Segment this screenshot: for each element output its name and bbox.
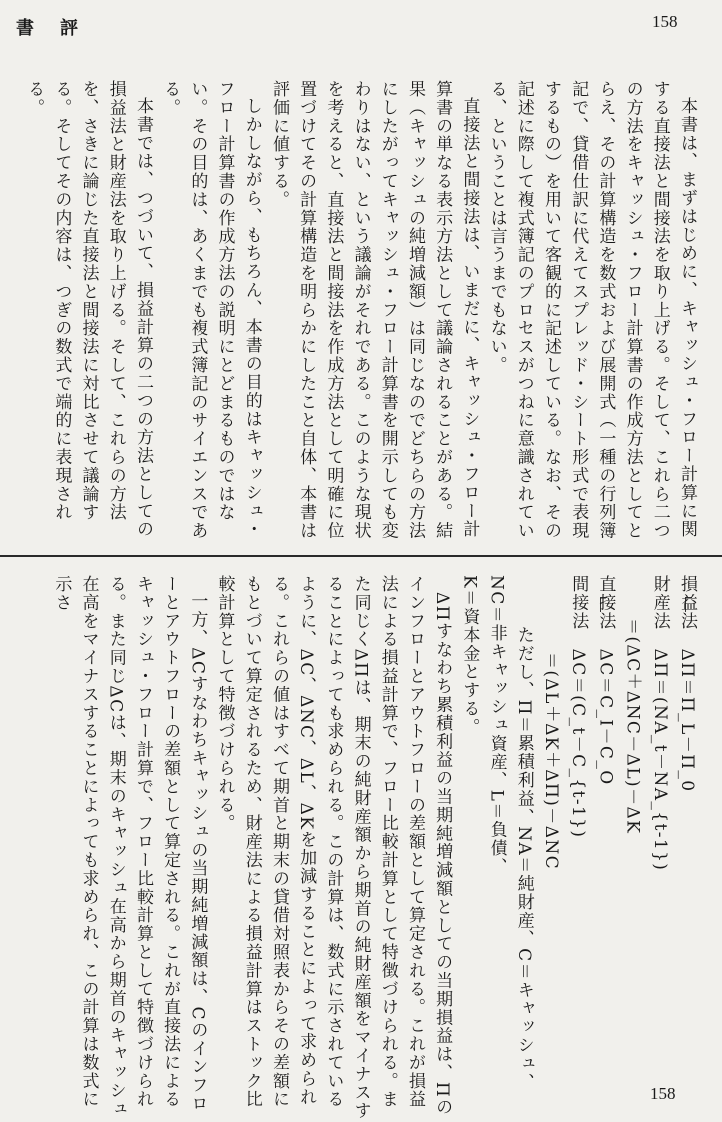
- formula-label: 損益法: [677, 575, 697, 631]
- formula-expression: ΔΠ＝Π_L－Π_0: [677, 648, 697, 793]
- review-body-top: [24, 80, 700, 546]
- formula-label: 財産法: [649, 575, 670, 631]
- formula-profit-method: [673, 575, 700, 1122]
- section-title: 書評: [16, 18, 104, 39]
- definitions-line: ただし、Π＝累積利益、NA＝純財産、C＝キャッシュ、NC＝非キャッシュ資産、L＝負債、: [486, 575, 534, 1092]
- page-number-bottom: 158: [650, 1084, 676, 1103]
- formula-label: 間接法: [568, 575, 589, 631]
- formula-label: 直接法: [595, 575, 616, 631]
- formula-indirect-method: [564, 575, 591, 1122]
- definitions-line: K＝資本金とする。: [459, 575, 480, 737]
- section-divider: [0, 555, 722, 557]
- paragraph: ΔΠすなわち累積利益の当期純増減額としての当期損益は、Πのインフローとアウトフローの差額として算定される。これが損益法による損益計算で、フロー比較計算として特徴づけられる。また同じくΔΠは、期末の純財産額から期首の純財産額をマイナスすることによっても求められる。この計算は、数式に示されているように、ΔC、ΔNC、ΔL、ΔKを加減することによって求められる。これらの値はすべて期首と期末の貸借対照表からその差額にもとづいて算定されるため、財産法による損益計算はストック比較計算として特徴づけられる。: [214, 575, 453, 1121]
- paragraph: 一方、ΔCすなわちキャッシュの当期純増減額は、Cのインフローとアウトフローの差額として算定される。これが直接法によるキャッシュ・フロー計算で、フロー比較計算として特徴づけられる。また同じΔCは、期末のキャッシュ在高から期首のキャッシュ在高をマイナスすることによっても求められ、この計算は数式に示さ: [51, 575, 208, 1119]
- formula-expression: ΔC＝(C_t－C_{t-1}): [568, 648, 589, 839]
- formula-expression: ＝(ΔL＋ΔK＋ΔΠ)－ΔNC: [540, 651, 561, 870]
- formula-expression: ΔC＝C_I－C_O: [595, 648, 616, 786]
- paragraph: 本書は、まずはじめに、キャッシュ・フロー計算に関する直接法と間接法を取り上げる。そして、これら二つの方法をキャッシュ・フロー計算書の作成方法としてとらえ、その計算構造を数式および展開式（一種の行列簿記で、貸借仕訳に代えてスプレッド・シート形式で表現するもの）を用いて客観的に記述している。なお、その記述に際して複式簿記のプロセスがつねに意識されている、ということは言うまでもない。: [486, 80, 697, 540]
- page-number-top: 158: [652, 12, 678, 31]
- formula-direct-method: [591, 575, 618, 1122]
- review-body-bottom: [0, 575, 700, 1122]
- formula-indirect-method-cont: [537, 575, 564, 1122]
- formula-asset-method-cont: [618, 575, 645, 1122]
- formula-expression: ＝(ΔC＋ΔNC－ΔL)－ΔK: [622, 617, 643, 834]
- formula-expression: ΔΠ＝(NA_t－NA_{t-1}): [649, 648, 670, 872]
- paragraph: 直接法と間接法は、いまだに、キャッシュ・フロー計算書の単なる表示方法として議論されることがある。結果（キャッシュの純増減額）は同じなのでどちらの方法にしたがってキャッシュ・フロー計算書を開示しても変わりはない、という議論がそれである。このような現状を考えると、直接法と間接法を作成方法として明確に位置づけてその計算構造を明らかにしたこと自体、本書は評価に値する。: [268, 80, 480, 540]
- paragraph: 本書では、つづいて、損益計算の二つの方法としての損益法と財産法を取り上げる。そして、これらの方法を、さきに論じた直接法と間接法に対比させて議論する。そしてその内容は、つぎの数式で端的に表現される。: [24, 80, 153, 539]
- paragraph: しかしながら、もちろん、本書の目的はキャッシュ・フロー計算書の作成方法の説明にとどまるものではない。その目的は、あくまでも複式簿記のサイエンスである。: [160, 80, 262, 540]
- formula-asset-method: [646, 575, 673, 1122]
